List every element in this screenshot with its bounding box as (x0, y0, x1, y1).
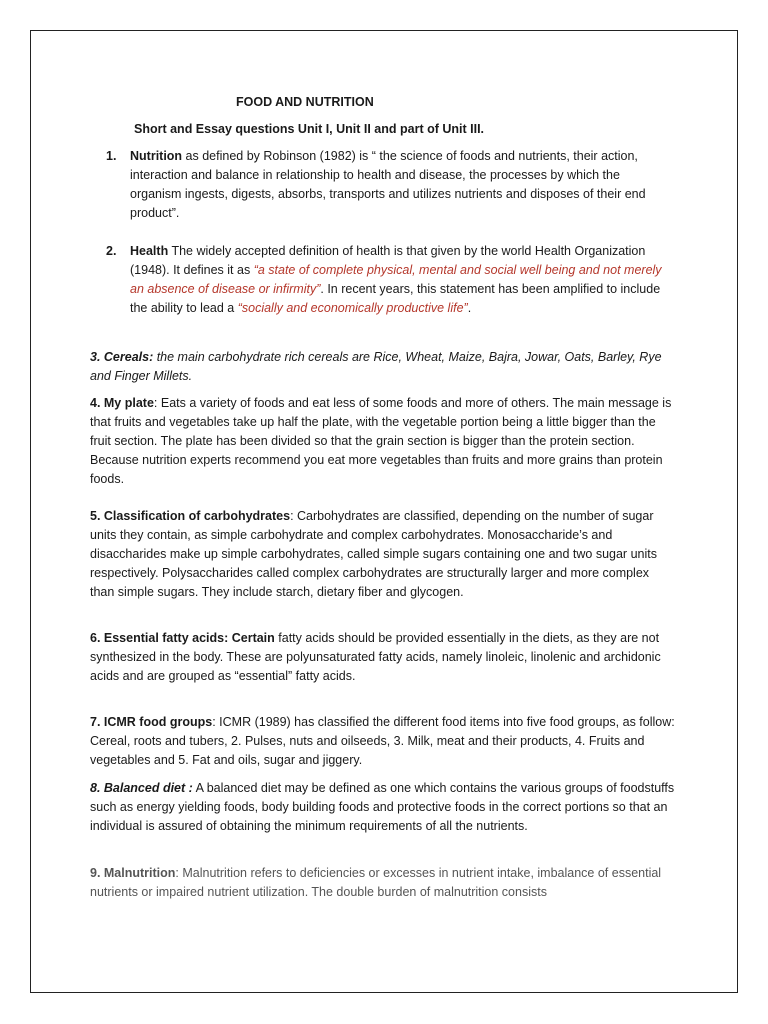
item-text: A balanced diet may be defined as one which contains the various groups of foodstuffs such as energy yielding foods, body building foods and protective foods in the correct portions so that an individual is assured of obtaining the minimum requirements of all the nutrients. (90, 781, 675, 833)
item-body (130, 242, 670, 318)
item-text: . In recent years, this statement has been amplified to include the ability to lead a (130, 282, 661, 315)
item-body (130, 147, 670, 223)
item-text: : Eats a variety of foods and eat less of some foods and more of others. The main message is that fruits and vegetables take up half the plate, with the vegetable portion being a little bigger than the fruit section. The plate has been divided so that the grain section is bigger than the protein section. Because nutrition experts recommend you eat more vegetables than fruits and more grains than protein foods. (90, 396, 672, 486)
productive-life-quote: “socially and economically productive life” (237, 301, 468, 315)
item-number: 1. (106, 149, 117, 163)
item-balanced-diet (90, 779, 675, 836)
item-text: : ICMR (1989) has classified the different food items into five food groups, as follow: Cereal, roots and tubers, 2. Pulses, nuts and oilseeds, 3. Milk, meat and their products, 4. Fruits and vegetables and 5. Fat and oils, sugar and jiggery. (90, 715, 675, 767)
item-fatty-acids (90, 629, 675, 686)
item-term: 4. My plate (90, 396, 154, 410)
item-text: the main carbohydrate rich cereals are Rice, Wheat, Maize, Bajra, Jowar, Oats, Barley, Rye and Finger Millets. (90, 350, 662, 383)
item-number: 2. (106, 244, 117, 258)
item-term: Nutrition (130, 149, 183, 163)
item-term: 6. Essential fatty acids: Certain (90, 631, 275, 645)
item-term: Health (130, 244, 169, 258)
item-malnutrition (90, 864, 675, 902)
item-term: 5. Classification of carbohydrates (90, 509, 291, 523)
item-term: 8. Balanced diet : (90, 781, 193, 795)
item-term: 9. Malnutrition (90, 866, 176, 880)
item-my-plate (90, 394, 675, 489)
item-text: : Carbohydrates are classified, depending on the number of sugar units they contain, as simple carbohydrate and complex carbohydrates. Monosaccharide’s and disaccharides make up simple carbohydrates, called simple sugars containing one and two sugar units respectively. Polysaccharides called complex carbohydrates are structurally larger and more complex than simple sugars. They include starch, dietary fiber and glycogen. (90, 509, 657, 599)
item-icmr-food-groups (90, 713, 675, 770)
item-term: 3. Cereals: (90, 350, 154, 364)
item-text: fatty acids should be provided essentially in the diets, as they are not synthesized in the body. These are polyunsaturated fatty acids, namely linoleic, linolenic and archidonic acids and are grouped as “essential” fatty acids. (90, 631, 661, 683)
who-definition-quote: “a state of complete physical, mental and social well being and not merely an absence of disease or infirmity” (130, 263, 662, 296)
item-text: as defined by Robinson (1982) is “ the science of foods and nutrients, their action, interaction and balance in relationship to health and disease, the processes by which the organism ingests, digests, absorbs, transports and utilizes nutrients and disposes of their end product”. (130, 149, 646, 220)
item-text: The widely accepted definition of health is that given by the world Health Organization (1948). It defines it as (130, 244, 646, 277)
item-text: . (467, 301, 472, 315)
item-cereals (90, 348, 675, 386)
document-title: FOOD AND NUTRITION (236, 95, 374, 109)
document-subtitle: Short and Essay questions Unit I, Unit II and part of Unit III. (134, 122, 485, 136)
item-carbohydrates (90, 507, 675, 602)
item-term: 7. ICMR food groups (90, 715, 213, 729)
item-text: : Malnutrition refers to deficiencies or excesses in nutrient intake, imbalance of essential nutrients or impaired nutrient utilization. The double burden of malnutrition consists (90, 866, 662, 899)
